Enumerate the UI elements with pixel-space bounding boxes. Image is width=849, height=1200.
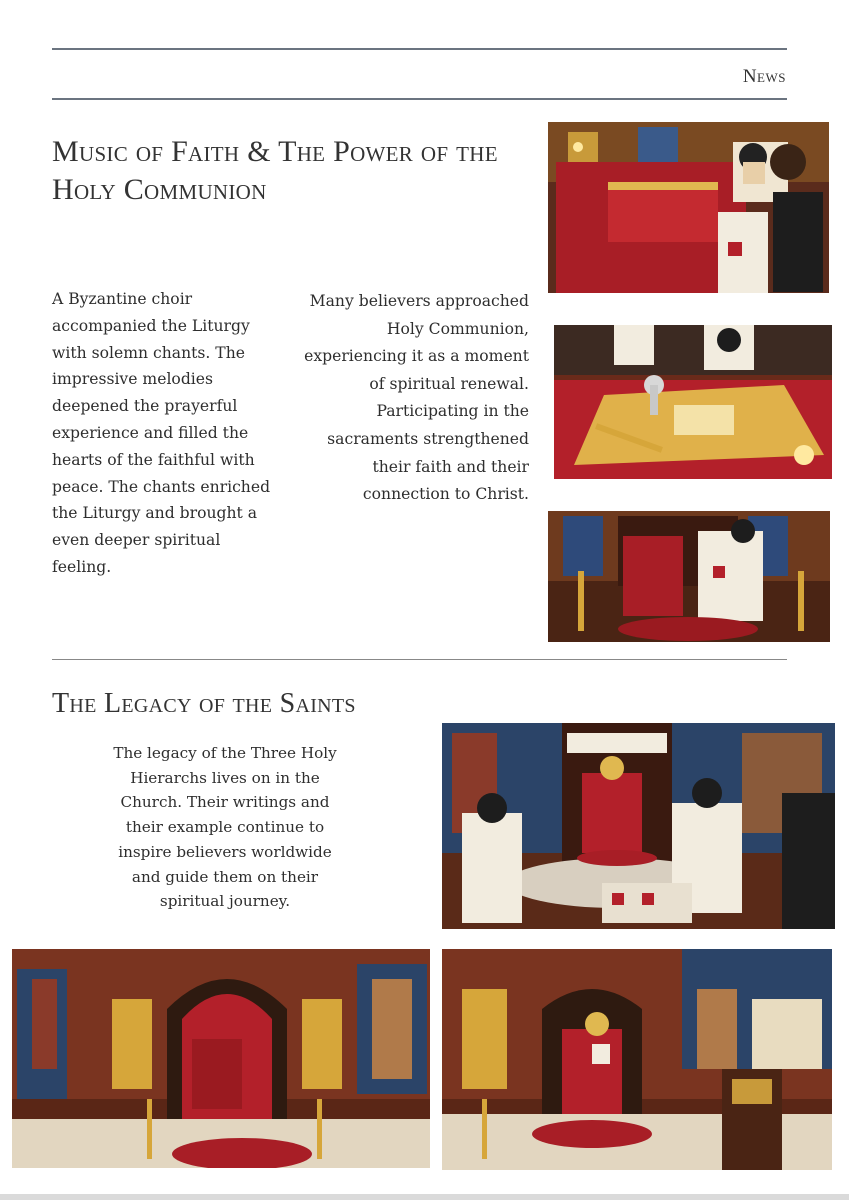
iconostasis-photo (548, 511, 830, 642)
header-bottom-rule (52, 98, 787, 100)
article-title: Music of Faith & The Power of the Holy Communion (52, 135, 498, 206)
sanctuary-photo-left (12, 949, 430, 1168)
section-label: News (742, 66, 786, 87)
page-bottom-edge (0, 1194, 849, 1200)
communion-paragraph: Many believers approached Holy Communion, experiencing it as a moment of spiritual renewal. Participating in the sacraments strengthened their faith and their connection to Christ. (304, 292, 529, 504)
legacy-paragraph: The legacy of the Three Holy Hierarchs lives on in the Church. Their writings and their example continue to inspire believers worldwide and guide them on their spiritual journey. (113, 744, 337, 911)
legacy-title: The Legacy of the Saints (52, 688, 356, 719)
section-divider (52, 659, 787, 660)
top-rule (52, 48, 787, 50)
liturgy-photo-altar (548, 122, 829, 293)
choir-paragraph: A Byzantine choir accompanied the Liturgy with solemn chants. The impressive melodies deepened the prayerful experience and filled the hearts of the faithful with peace. The chants enriched the Liturgy and brought a even deeper spiritual feeling. (52, 290, 271, 576)
sanctuary-photo-right (442, 949, 832, 1170)
communion-table-photo (554, 325, 832, 479)
hierarchs-liturgy-photo (442, 723, 835, 929)
